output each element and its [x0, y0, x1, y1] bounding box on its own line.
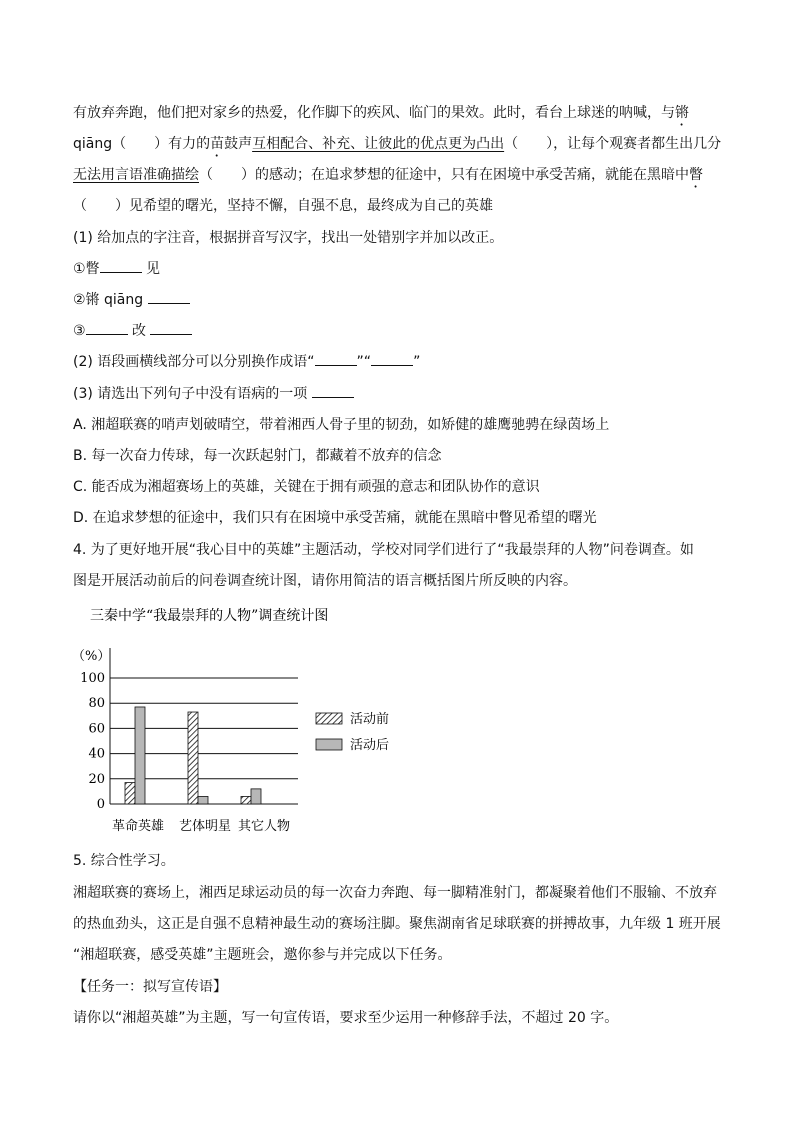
y-tick-label: 80 [88, 696, 105, 712]
passage-line-4 [73, 197, 493, 215]
legend-label: 活动后 [350, 738, 390, 753]
q1-answer-3 [73, 322, 192, 340]
legend-label: 活动前 [350, 712, 390, 727]
y-tick-labels [80, 671, 105, 812]
answer-blank[interactable] [312, 385, 354, 398]
y-axis-unit-label: （%） [72, 649, 111, 664]
q1-answer-1 [73, 260, 160, 278]
bar-before-1 [125, 783, 135, 804]
q1-label: 改 [132, 323, 147, 339]
q3-text: (3) 请选出下列句子中没有语病的一项 [73, 386, 308, 402]
answer-blank[interactable] [150, 322, 192, 335]
q2-text: ”“ [356, 354, 372, 370]
q4-line-2: 图是开展活动前后的问卷调查统计图，请你用简洁的语言概括图片所反映的内容。 [73, 573, 577, 589]
q5-paragraph-line-2: 的热血劲头，这正是自强不息精神最生动的赛场注脚。聚焦湖南省足球联赛的拼搏故事，九年级 1 班开展 [73, 916, 721, 932]
q1-label: ①瞥 [73, 261, 100, 277]
q3-stem [73, 385, 354, 403]
passage-text: （ ），让每个观赛者都生出几分 [504, 136, 722, 152]
q2 [73, 353, 420, 371]
legend-swatch [316, 739, 342, 750]
y-tick-label: 0 [96, 797, 105, 812]
y-tick-label: 100 [80, 671, 105, 686]
q1-stem: (1) 给加点的字注音，根据拼音写汉字，找出一处错别字并加以改正。 [73, 230, 504, 246]
q1-label: ②锵 qiāng [73, 292, 144, 308]
answer-blank[interactable] [100, 260, 142, 273]
passage-line-1 [73, 104, 689, 129]
bar-after-1 [135, 707, 145, 804]
q3-option-b: B. 每一次奋力传球，每一次跃起射门，都藏着不放弃的信念 [73, 448, 442, 464]
bars [125, 707, 261, 804]
survey-bar-chart [60, 600, 420, 840]
q3-option-d: D. 在追求梦想的征途中，我们只有在困境中承受苦痛，就能在黑暗中瞥见希望的曙光 [73, 510, 597, 526]
answer-blank[interactable] [315, 353, 357, 366]
passage-text: qiāng（ ）有力的 [73, 136, 211, 152]
legend [316, 711, 389, 753]
bar-after-3 [251, 789, 261, 804]
q4-line-1: 4. 为了更好地开展“我心目中的英雄”主题活动，学校对同学们进行了“我最崇拜的人物”问卷调查。如 [73, 542, 694, 558]
y-tick-label: 20 [88, 771, 105, 787]
bar-before-3 [241, 796, 251, 804]
answer-blank[interactable] [148, 291, 190, 304]
underlined-phrase-2: 无法用言语准确描绘 [73, 167, 199, 183]
x-tick-labels [112, 818, 290, 834]
dotted-char-miao: 苗 [210, 136, 225, 152]
passage-line-2 [73, 135, 721, 160]
passage-text: （ ）见希望的曙光，坚持不懈，自强不息，最终成为自己的英雄 [73, 198, 493, 214]
passage-line-3 [73, 166, 703, 191]
dotted-char-qiang: 锵 [675, 105, 689, 121]
chart-title: 三秦中学“我最崇拜的人物”调查统计图 [90, 608, 329, 624]
bar-after-2 [198, 796, 208, 804]
passage-text: （ ）的感动；在追求梦想的征途中，只有在困境中承受苦痛，就能在黑暗中 [199, 167, 689, 183]
q2-text: ” [413, 354, 421, 370]
x-tick-label: 其它人物 [237, 819, 291, 834]
q5-heading: 5. 综合性学习。 [73, 853, 175, 869]
bar-before-2 [188, 712, 198, 804]
x-tick-label: 艺体明星 [178, 819, 232, 834]
passage-text: 鼓声 [224, 136, 253, 152]
underlined-phrase-1: 互相配合、补充、让彼此的优点更为凸出 [252, 136, 505, 152]
q1-label: 见 [146, 261, 161, 277]
q5-paragraph-line-1: 湘超联赛的赛场上，湘西足球运动员的每一次奋力奔跑、每一脚精准射门，都凝聚着他们不服输、不放弃 [73, 885, 717, 901]
legend-swatch [316, 713, 342, 724]
answer-blank[interactable] [371, 353, 413, 366]
task-text: 请你以“湘超英雄”为主题，写一句宣传语，要求至少运用一种修辞手法，不超过 20 字。 [73, 1010, 619, 1026]
x-tick-label: 革命英雄 [111, 819, 165, 834]
answer-blank[interactable] [86, 322, 128, 335]
q5-paragraph-line-3: “湘超联赛，感受英雄”主题班会，邀你参与并完成以下任务。 [73, 947, 452, 963]
y-tick-label: 40 [88, 746, 105, 762]
q1-label: ③ [73, 323, 86, 339]
q3-option-c: C. 能否成为湘超赛场上的英雄，关键在于拥有顽强的意志和团队协作的意识 [73, 479, 540, 495]
passage-text: 有放弃奔跑，他们把对家乡的热爱，化作脚下的疾风、临门的果效。此时，看台上球迷的呐喊，与 [73, 105, 675, 121]
y-tick-label: 60 [88, 721, 105, 737]
q3-option-a: A. 湘超联赛的哨声划破晴空，带着湘西人骨子里的韧劲，如矫健的雄鹰驰骋在绿茵场上 [73, 417, 610, 433]
q1-answer-2 [73, 291, 190, 309]
q2-text: (2) 语段画横线部分可以分别换作成语“ [73, 354, 315, 370]
dotted-char-pie: 瞥 [689, 167, 703, 183]
task-title: 【任务一：拟写宣传语】 [73, 979, 227, 995]
